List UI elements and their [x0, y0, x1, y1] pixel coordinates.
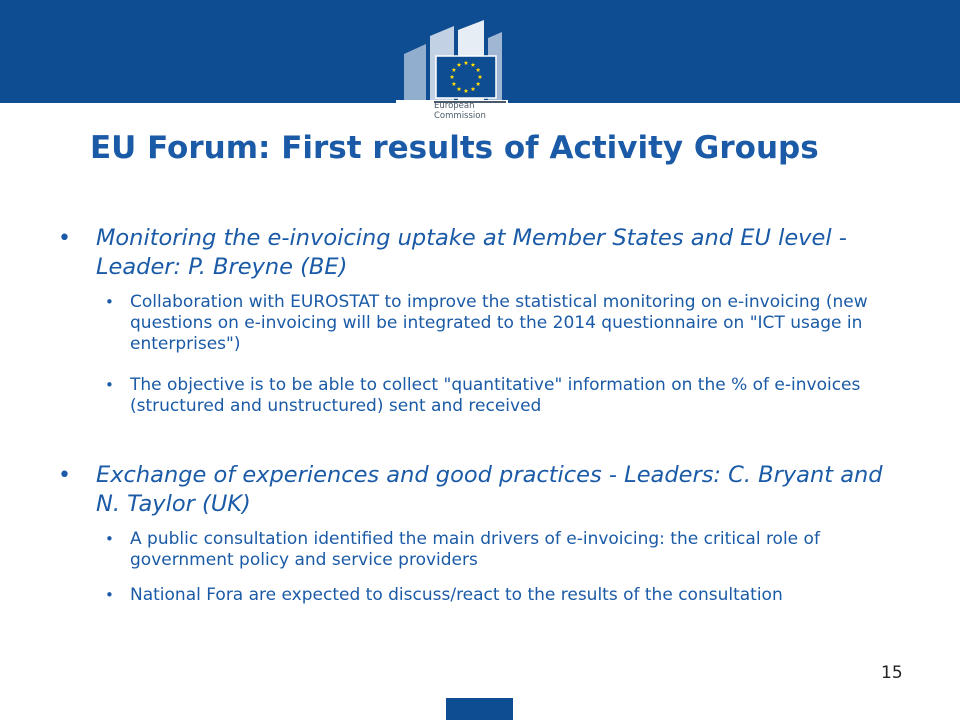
sub-bullet-2-1: •	[105, 530, 114, 548]
sub-bullet-1-1: •	[105, 293, 114, 311]
bullet-2: •	[58, 463, 71, 488]
section-1-heading: Monitoring the e-invoicing uptake at Member States and EU level - Leader: P. Breyne (BE)	[96, 225, 847, 280]
section-2-point-1: A public consultation identified the main drivers of e-invoicing: the critical role of government policy and service providers	[130, 529, 820, 570]
section-1-point-2: The objective is to be able to collect "quantitative" information on the % of e-invoices (structured and unstructured) sent and received	[130, 375, 861, 416]
logo-line-commission: Commission	[434, 111, 486, 121]
page-number: 15	[881, 663, 903, 683]
sub-bullet-2-2: •	[105, 586, 114, 604]
logo-line-european: European	[434, 101, 475, 111]
section-1-point-1: Collaboration with EUROSTAT to improve the statistical monitoring on e-invoicing (new questions on e-invoicing will be integrated to the 2014 questionnaire on "ICT usage in enterprises")	[130, 292, 868, 354]
section-2-point-2: National Fora are expected to discuss/react to the results of the consultation	[130, 585, 783, 605]
logo-text	[434, 101, 486, 121]
footer-tab	[446, 698, 513, 720]
slide-title: EU Forum: First results of Activity Groups	[90, 130, 819, 166]
sub-bullet-1-2: •	[105, 376, 114, 394]
section-2-heading: Exchange of experiences and good practices - Leaders: C. Bryant and N. Taylor (UK)	[96, 462, 883, 517]
bullet-1: •	[58, 226, 71, 251]
